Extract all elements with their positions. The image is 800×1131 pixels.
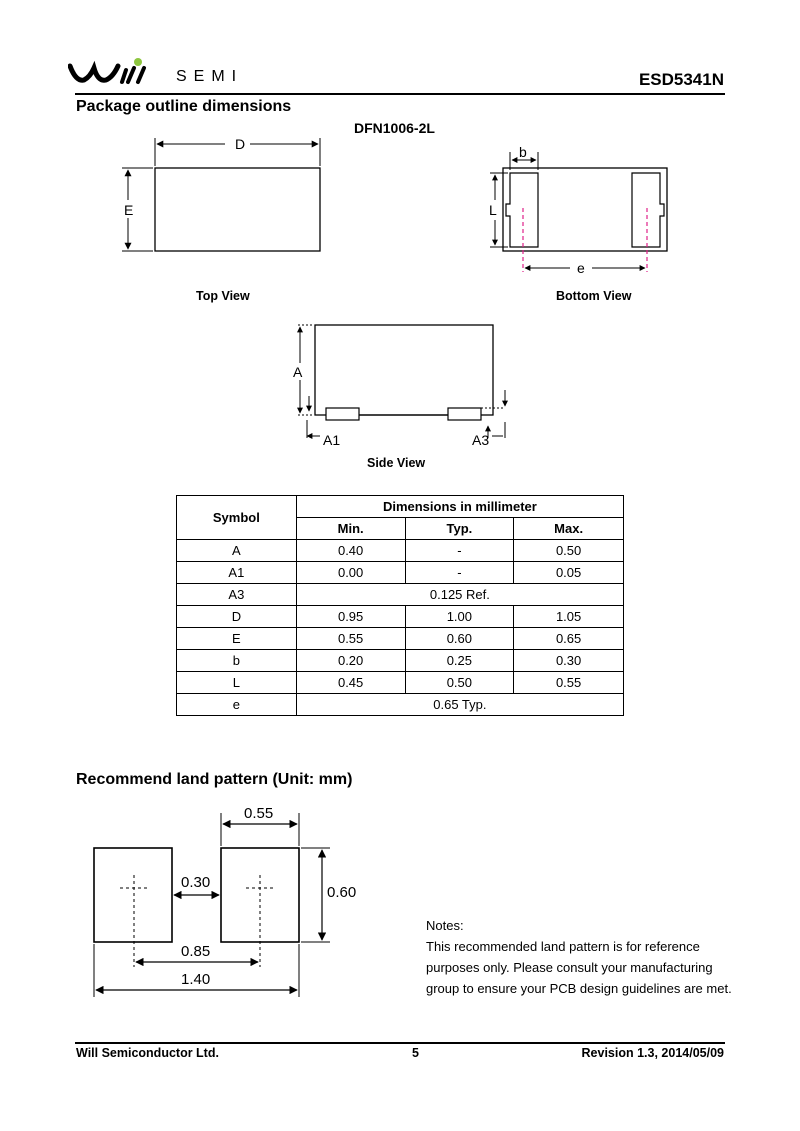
cell-symbol: A3	[177, 584, 297, 606]
cell-span: 0.125 Ref.	[296, 584, 623, 606]
notes-block	[426, 915, 732, 999]
cell-min: 0.00	[296, 562, 405, 584]
top-view-label-d: D	[235, 136, 246, 152]
table-header-symbol: Symbol	[177, 496, 297, 540]
land-pattern-drawing	[80, 805, 370, 1005]
side-view-drawing	[290, 318, 520, 448]
cell-typ: 0.50	[405, 672, 514, 694]
dimension-table	[176, 495, 624, 716]
cell-typ: 0.25	[405, 650, 514, 672]
notes-line: purposes only. Please consult your manufacturing	[426, 960, 713, 975]
table-row	[177, 628, 624, 650]
part-number: ESD5341N	[638, 70, 724, 89]
notes-heading: Notes:	[426, 918, 464, 933]
table-row	[177, 650, 624, 672]
land-dim-height: 0.60	[327, 884, 357, 901]
side-view-caption: Side View	[367, 456, 426, 470]
land-dim-gap: 0.30	[181, 874, 211, 891]
cell-span: 0.65 Typ.	[296, 694, 623, 716]
bottom-view-label-b: b	[519, 144, 527, 160]
notes-line: group to ensure your PCB design guidelines are met.	[426, 981, 732, 996]
cell-min: 0.40	[296, 540, 405, 562]
cell-min: 0.20	[296, 650, 405, 672]
header-rule	[75, 93, 725, 95]
cell-symbol: A1	[177, 562, 297, 584]
land-dim-overall: 1.40	[181, 971, 211, 988]
cell-symbol: E	[177, 628, 297, 650]
table-row	[177, 672, 624, 694]
table-header-group: Dimensions in millimeter	[296, 496, 623, 518]
table-row	[177, 540, 624, 562]
table-header-max: Max.	[514, 518, 624, 540]
top-view-label-e: E	[124, 202, 134, 218]
footer-rule	[75, 1042, 725, 1044]
cell-max: 0.05	[514, 562, 624, 584]
side-view-label-a: A	[293, 364, 303, 380]
cell-max: 0.30	[514, 650, 624, 672]
footer-revision: Revision 1.3, 2014/05/09	[581, 1046, 724, 1060]
notes-line: This recommended land pattern is for reference	[426, 939, 700, 954]
table-row	[177, 606, 624, 628]
bottom-view-label-e: e	[577, 260, 585, 276]
bottom-view-caption: Bottom View	[556, 289, 632, 303]
side-view-label-a3: A3	[472, 432, 490, 448]
cell-min: 0.55	[296, 628, 405, 650]
cell-min: 0.95	[296, 606, 405, 628]
side-view-label-a1: A1	[323, 432, 341, 448]
cell-typ: 1.00	[405, 606, 514, 628]
cell-max: 0.50	[514, 540, 624, 562]
top-view-caption: Top View	[196, 289, 250, 303]
cell-symbol: D	[177, 606, 297, 628]
table-row	[177, 562, 624, 584]
table-row	[177, 584, 624, 606]
package-name: DFN1006-2L	[354, 120, 435, 136]
cell-max: 0.55	[514, 672, 624, 694]
cell-typ: -	[405, 562, 514, 584]
table-row	[177, 694, 624, 716]
cell-symbol: A	[177, 540, 297, 562]
table-header-min: Min.	[296, 518, 405, 540]
land-dim-pad-width: 0.55	[244, 805, 274, 822]
cell-symbol: e	[177, 694, 297, 716]
cell-min: 0.45	[296, 672, 405, 694]
land-dim-pitch: 0.85	[181, 943, 211, 960]
cell-typ: -	[405, 540, 514, 562]
bottom-view-drawing	[480, 140, 680, 280]
cell-typ: 0.60	[405, 628, 514, 650]
bottom-view-label-l: L	[489, 202, 497, 218]
logo-wordmark: SEMI	[176, 68, 244, 85]
cell-symbol: b	[177, 650, 297, 672]
footer-company: Will Semiconductor Ltd.	[76, 1046, 219, 1060]
table-header-typ: Typ.	[405, 518, 514, 540]
cell-max: 0.65	[514, 628, 624, 650]
section-title-outline: Package outline dimensions	[76, 98, 292, 115]
top-view-drawing	[110, 130, 340, 260]
cell-max: 1.05	[514, 606, 624, 628]
cell-symbol: L	[177, 672, 297, 694]
section-title-land-pattern: Recommend land pattern (Unit: mm)	[76, 771, 353, 788]
footer-page-number: 5	[412, 1046, 419, 1060]
